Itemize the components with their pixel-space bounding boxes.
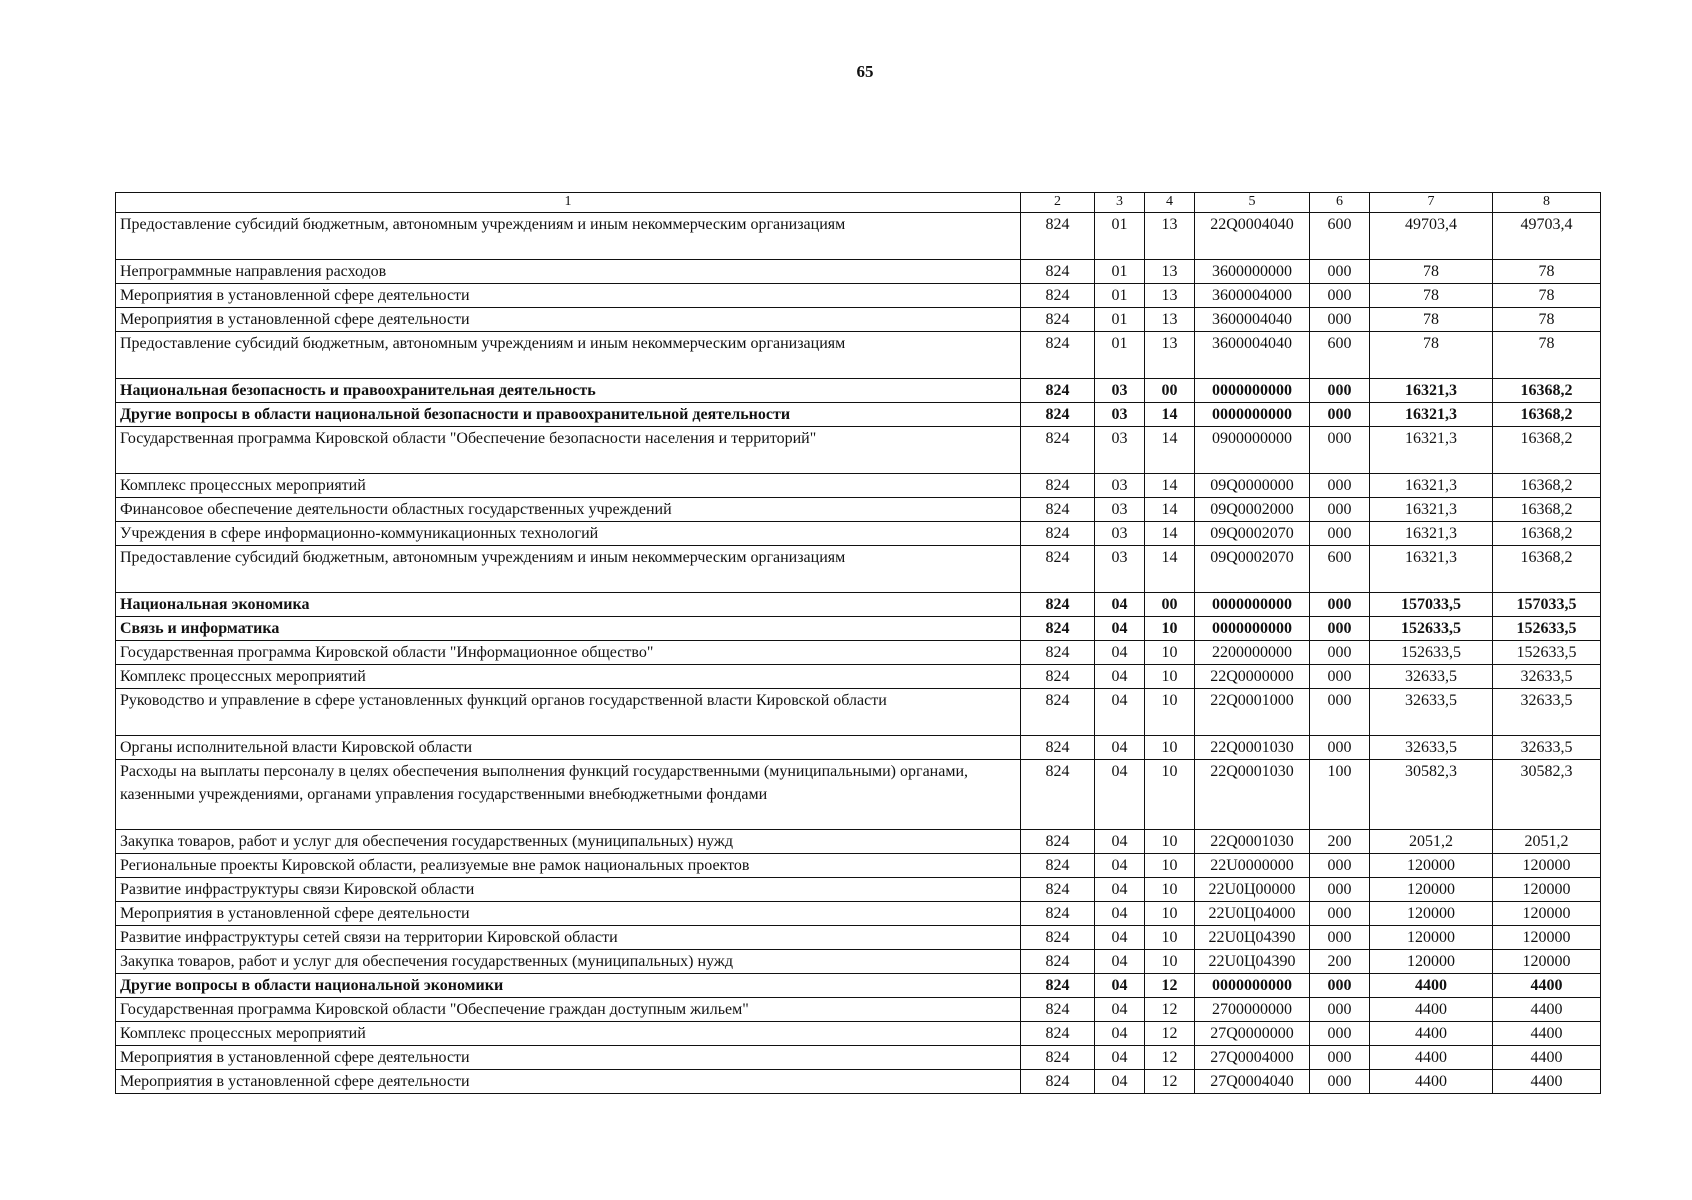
row-value-cell-4: 10: [1145, 736, 1195, 760]
row-value-cell-5: 09Q0002070: [1195, 546, 1310, 593]
row-value-cell-5: 22U0Ц04000: [1195, 902, 1310, 926]
row-value-cell-7: 16321,3: [1370, 474, 1493, 498]
row-value-cell-5: 22Q0004040: [1195, 213, 1310, 260]
row-value-cell-2: 824: [1021, 546, 1095, 593]
row-value-cell-6: 000: [1310, 998, 1370, 1022]
row-value-cell-5: 0000000000: [1195, 617, 1310, 641]
row-value-cell-3: 03: [1095, 546, 1145, 593]
table-header-row: [116, 193, 1601, 213]
row-value-cell-8: 152633,5: [1493, 617, 1601, 641]
row-value-cell-4: 10: [1145, 950, 1195, 974]
row-value-cell-5: 0900000000: [1195, 427, 1310, 474]
row-value-cell-2: 824: [1021, 830, 1095, 854]
row-value-cell-2: 824: [1021, 926, 1095, 950]
column-header-7: 7: [1370, 193, 1493, 213]
row-value-cell-3: 04: [1095, 950, 1145, 974]
row-value-cell-8: 4400: [1493, 1070, 1601, 1094]
row-value-cell-8: 120000: [1493, 926, 1601, 950]
row-value-cell-5: 27Q0004040: [1195, 1070, 1310, 1094]
row-value-cell-4: 10: [1145, 617, 1195, 641]
row-value-cell-2: 824: [1021, 403, 1095, 427]
row-value-cell-6: 000: [1310, 736, 1370, 760]
row-value-cell-5: 22Q0001030: [1195, 830, 1310, 854]
row-value-cell-6: 000: [1310, 498, 1370, 522]
row-value-cell-2: 824: [1021, 950, 1095, 974]
row-value-cell-3: 04: [1095, 1022, 1145, 1046]
row-value-cell-7: 4400: [1370, 1022, 1493, 1046]
table-body: [116, 213, 1601, 1094]
row-value-cell-4: 12: [1145, 1022, 1195, 1046]
row-value-cell-2: 824: [1021, 665, 1095, 689]
row-value-cell-4: 12: [1145, 1070, 1195, 1094]
row-value-cell-6: 000: [1310, 1022, 1370, 1046]
row-value-cell-3: 01: [1095, 308, 1145, 332]
row-name-cell: Государственная программа Кировской области "Обеспечение безопасности населения и территорий": [116, 427, 1021, 474]
row-name-cell: Региональные проекты Кировской области, реализуемые вне рамок национальных проектов: [116, 854, 1021, 878]
row-value-cell-6: 000: [1310, 260, 1370, 284]
row-value-cell-7: 30582,3: [1370, 760, 1493, 830]
row-value-cell-2: 824: [1021, 427, 1095, 474]
row-value-cell-6: 100: [1310, 760, 1370, 830]
row-value-cell-2: 824: [1021, 689, 1095, 736]
row-name-cell: Органы исполнительной власти Кировской области: [116, 736, 1021, 760]
row-value-cell-2: 824: [1021, 974, 1095, 998]
row-value-cell-8: 30582,3: [1493, 760, 1601, 830]
row-value-cell-7: 16321,3: [1370, 522, 1493, 546]
row-value-cell-2: 824: [1021, 379, 1095, 403]
table-row: [116, 830, 1601, 854]
row-value-cell-4: 14: [1145, 403, 1195, 427]
row-name-cell: Комплекс процессных мероприятий: [116, 474, 1021, 498]
row-value-cell-7: 152633,5: [1370, 617, 1493, 641]
row-value-cell-6: 000: [1310, 403, 1370, 427]
row-value-cell-6: 000: [1310, 974, 1370, 998]
row-value-cell-3: 01: [1095, 213, 1145, 260]
row-value-cell-6: 000: [1310, 854, 1370, 878]
row-value-cell-5: 09Q0000000: [1195, 474, 1310, 498]
row-value-cell-5: 2200000000: [1195, 641, 1310, 665]
row-value-cell-3: 04: [1095, 902, 1145, 926]
row-value-cell-6: 000: [1310, 926, 1370, 950]
row-value-cell-2: 824: [1021, 1022, 1095, 1046]
row-value-cell-6: 000: [1310, 878, 1370, 902]
row-value-cell-2: 824: [1021, 474, 1095, 498]
row-value-cell-6: 000: [1310, 1046, 1370, 1070]
row-value-cell-8: 2051,2: [1493, 830, 1601, 854]
row-value-cell-7: 16321,3: [1370, 427, 1493, 474]
row-value-cell-4: 12: [1145, 998, 1195, 1022]
row-name-cell: Связь и информатика: [116, 617, 1021, 641]
row-name-cell: Непрограммные направления расходов: [116, 260, 1021, 284]
row-value-cell-4: 10: [1145, 760, 1195, 830]
table-row: [116, 974, 1601, 998]
row-value-cell-2: 824: [1021, 998, 1095, 1022]
row-value-cell-7: 157033,5: [1370, 593, 1493, 617]
row-value-cell-3: 04: [1095, 998, 1145, 1022]
row-name-cell: Государственная программа Кировской области "Обеспечение граждан доступным жильем": [116, 998, 1021, 1022]
row-name-cell: Комплекс процессных мероприятий: [116, 1022, 1021, 1046]
row-value-cell-2: 824: [1021, 332, 1095, 379]
row-value-cell-5: 27Q0004000: [1195, 1046, 1310, 1070]
row-value-cell-8: 16368,2: [1493, 427, 1601, 474]
row-value-cell-3: 04: [1095, 878, 1145, 902]
row-value-cell-2: 824: [1021, 522, 1095, 546]
row-value-cell-8: 120000: [1493, 950, 1601, 974]
table-row: [116, 902, 1601, 926]
row-value-cell-2: 824: [1021, 593, 1095, 617]
row-value-cell-4: 00: [1145, 379, 1195, 403]
row-value-cell-4: 10: [1145, 854, 1195, 878]
row-value-cell-6: 000: [1310, 641, 1370, 665]
row-value-cell-6: 600: [1310, 213, 1370, 260]
row-value-cell-8: 157033,5: [1493, 593, 1601, 617]
row-value-cell-8: 16368,2: [1493, 379, 1601, 403]
row-value-cell-7: 120000: [1370, 926, 1493, 950]
column-header-1: 1: [116, 193, 1021, 213]
row-name-cell: Государственная программа Кировской области "Информационное общество": [116, 641, 1021, 665]
row-value-cell-2: 824: [1021, 213, 1095, 260]
table-row: [116, 522, 1601, 546]
row-value-cell-5: 22U0000000: [1195, 854, 1310, 878]
row-value-cell-3: 04: [1095, 641, 1145, 665]
row-value-cell-8: 120000: [1493, 878, 1601, 902]
row-value-cell-8: 16368,2: [1493, 474, 1601, 498]
row-name-cell: Закупка товаров, работ и услуг для обеспечения государственных (муниципальных) нужд: [116, 830, 1021, 854]
row-value-cell-3: 04: [1095, 1046, 1145, 1070]
row-value-cell-3: 04: [1095, 854, 1145, 878]
table-row: [116, 950, 1601, 974]
row-value-cell-3: 01: [1095, 284, 1145, 308]
row-value-cell-6: 200: [1310, 950, 1370, 974]
row-value-cell-3: 04: [1095, 1070, 1145, 1094]
row-value-cell-7: 78: [1370, 308, 1493, 332]
row-value-cell-5: 0000000000: [1195, 379, 1310, 403]
table-row: [116, 498, 1601, 522]
row-name-cell: Мероприятия в установленной сфере деятельности: [116, 902, 1021, 926]
column-header-8: 8: [1493, 193, 1601, 213]
table-row: [116, 593, 1601, 617]
table-row: [116, 760, 1601, 830]
row-value-cell-8: 32633,5: [1493, 736, 1601, 760]
row-value-cell-6: 000: [1310, 308, 1370, 332]
row-value-cell-4: 14: [1145, 546, 1195, 593]
row-name-cell: Развитие инфраструктуры связи Кировской области: [116, 878, 1021, 902]
row-value-cell-5: 22U0Ц04390: [1195, 926, 1310, 950]
row-value-cell-6: 000: [1310, 427, 1370, 474]
row-name-cell: Мероприятия в установленной сфере деятельности: [116, 1070, 1021, 1094]
table-row: [116, 998, 1601, 1022]
table-row: [116, 1070, 1601, 1094]
row-value-cell-4: 13: [1145, 332, 1195, 379]
table-row: [116, 926, 1601, 950]
row-value-cell-7: 4400: [1370, 1046, 1493, 1070]
row-name-cell: Другие вопросы в области национальной экономики: [116, 974, 1021, 998]
row-value-cell-4: 10: [1145, 641, 1195, 665]
row-name-cell: Мероприятия в установленной сфере деятельности: [116, 1046, 1021, 1070]
row-value-cell-7: 4400: [1370, 998, 1493, 1022]
row-name-cell: Руководство и управление в сфере установленных функций органов государственной власти Кировской области: [116, 689, 1021, 736]
row-value-cell-5: 22Q0000000: [1195, 665, 1310, 689]
row-name-cell: Комплекс процессных мероприятий: [116, 665, 1021, 689]
row-value-cell-3: 04: [1095, 665, 1145, 689]
row-value-cell-7: 120000: [1370, 878, 1493, 902]
row-name-cell: Национальная экономика: [116, 593, 1021, 617]
row-value-cell-4: 00: [1145, 593, 1195, 617]
table-row: [116, 308, 1601, 332]
row-value-cell-8: 16368,2: [1493, 546, 1601, 593]
row-name-cell: Предоставление субсидий бюджетным, автономным учреждениям и иным некоммерческим организациям: [116, 546, 1021, 593]
row-value-cell-8: 78: [1493, 308, 1601, 332]
row-value-cell-7: 152633,5: [1370, 641, 1493, 665]
row-value-cell-4: 10: [1145, 926, 1195, 950]
row-value-cell-8: 16368,2: [1493, 498, 1601, 522]
row-value-cell-5: 22Q0001000: [1195, 689, 1310, 736]
row-value-cell-8: 78: [1493, 284, 1601, 308]
row-value-cell-2: 824: [1021, 854, 1095, 878]
table-row: [116, 1046, 1601, 1070]
row-value-cell-6: 000: [1310, 284, 1370, 308]
row-value-cell-8: 4400: [1493, 998, 1601, 1022]
row-value-cell-3: 01: [1095, 332, 1145, 379]
row-value-cell-8: 120000: [1493, 854, 1601, 878]
row-value-cell-7: 16321,3: [1370, 498, 1493, 522]
row-value-cell-7: 78: [1370, 332, 1493, 379]
row-value-cell-7: 16321,3: [1370, 403, 1493, 427]
row-value-cell-6: 000: [1310, 617, 1370, 641]
row-value-cell-7: 16321,3: [1370, 379, 1493, 403]
row-value-cell-6: 200: [1310, 830, 1370, 854]
row-value-cell-6: 000: [1310, 689, 1370, 736]
row-value-cell-2: 824: [1021, 736, 1095, 760]
row-value-cell-3: 03: [1095, 379, 1145, 403]
row-value-cell-2: 824: [1021, 878, 1095, 902]
row-value-cell-4: 10: [1145, 830, 1195, 854]
row-value-cell-5: 27Q0000000: [1195, 1022, 1310, 1046]
row-value-cell-4: 10: [1145, 689, 1195, 736]
page-number: 65: [856, 62, 874, 81]
row-value-cell-5: 22Q0001030: [1195, 760, 1310, 830]
table-row: [116, 665, 1601, 689]
row-value-cell-8: 16368,2: [1493, 403, 1601, 427]
row-value-cell-8: 49703,4: [1493, 213, 1601, 260]
table-row: [116, 427, 1601, 474]
table-row: [116, 689, 1601, 736]
row-value-cell-4: 14: [1145, 522, 1195, 546]
row-value-cell-5: 3600004000: [1195, 284, 1310, 308]
table-row: [116, 474, 1601, 498]
row-value-cell-5: 0000000000: [1195, 974, 1310, 998]
row-value-cell-3: 03: [1095, 498, 1145, 522]
row-value-cell-8: 152633,5: [1493, 641, 1601, 665]
row-value-cell-2: 824: [1021, 308, 1095, 332]
row-value-cell-8: 4400: [1493, 974, 1601, 998]
row-value-cell-5: 3600000000: [1195, 260, 1310, 284]
row-value-cell-8: 4400: [1493, 1046, 1601, 1070]
row-value-cell-2: 824: [1021, 641, 1095, 665]
row-value-cell-3: 03: [1095, 403, 1145, 427]
row-value-cell-6: 000: [1310, 902, 1370, 926]
row-value-cell-2: 824: [1021, 284, 1095, 308]
row-value-cell-8: 16368,2: [1493, 522, 1601, 546]
row-value-cell-5: 22U0Ц04390: [1195, 950, 1310, 974]
row-value-cell-7: 120000: [1370, 854, 1493, 878]
row-value-cell-4: 13: [1145, 284, 1195, 308]
row-value-cell-2: 824: [1021, 902, 1095, 926]
row-value-cell-3: 04: [1095, 593, 1145, 617]
row-value-cell-4: 10: [1145, 902, 1195, 926]
table-row: [116, 641, 1601, 665]
column-header-2: 2: [1021, 193, 1095, 213]
row-value-cell-5: 3600004040: [1195, 308, 1310, 332]
budget-table: [115, 192, 1601, 1094]
row-value-cell-7: 2051,2: [1370, 830, 1493, 854]
row-value-cell-5: 0000000000: [1195, 403, 1310, 427]
row-value-cell-7: 120000: [1370, 950, 1493, 974]
table-row: [116, 379, 1601, 403]
row-value-cell-4: 13: [1145, 308, 1195, 332]
row-value-cell-6: 600: [1310, 332, 1370, 379]
table-row: [116, 213, 1601, 260]
row-value-cell-5: 09Q0002000: [1195, 498, 1310, 522]
table-row: [116, 546, 1601, 593]
row-value-cell-6: 000: [1310, 593, 1370, 617]
row-value-cell-3: 04: [1095, 974, 1145, 998]
row-value-cell-4: 14: [1145, 498, 1195, 522]
row-value-cell-4: 13: [1145, 213, 1195, 260]
row-value-cell-6: 600: [1310, 546, 1370, 593]
row-name-cell: Закупка товаров, работ и услуг для обеспечения государственных (муниципальных) нужд: [116, 950, 1021, 974]
row-value-cell-4: 13: [1145, 260, 1195, 284]
row-value-cell-5: 2700000000: [1195, 998, 1310, 1022]
row-value-cell-6: 000: [1310, 379, 1370, 403]
row-value-cell-7: 32633,5: [1370, 689, 1493, 736]
row-value-cell-7: 78: [1370, 260, 1493, 284]
row-value-cell-7: 32633,5: [1370, 736, 1493, 760]
table-row: [116, 284, 1601, 308]
row-value-cell-7: 49703,4: [1370, 213, 1493, 260]
column-header-6: 6: [1310, 193, 1370, 213]
table-row: [116, 878, 1601, 902]
row-value-cell-2: 824: [1021, 1046, 1095, 1070]
row-value-cell-3: 04: [1095, 736, 1145, 760]
row-value-cell-2: 824: [1021, 498, 1095, 522]
row-name-cell: Финансовое обеспечение деятельности областных государственных учреждений: [116, 498, 1021, 522]
row-value-cell-7: 16321,3: [1370, 546, 1493, 593]
row-value-cell-3: 03: [1095, 427, 1145, 474]
table-row: [116, 403, 1601, 427]
row-value-cell-7: 32633,5: [1370, 665, 1493, 689]
row-value-cell-8: 120000: [1493, 902, 1601, 926]
row-value-cell-8: 4400: [1493, 1022, 1601, 1046]
row-value-cell-4: 14: [1145, 474, 1195, 498]
row-value-cell-2: 824: [1021, 617, 1095, 641]
row-value-cell-4: 14: [1145, 427, 1195, 474]
row-value-cell-7: 4400: [1370, 1070, 1493, 1094]
row-value-cell-3: 01: [1095, 260, 1145, 284]
row-name-cell: Развитие инфраструктуры сетей связи на территории Кировской области: [116, 926, 1021, 950]
table-row: [116, 736, 1601, 760]
row-value-cell-2: 824: [1021, 1070, 1095, 1094]
column-header-5: 5: [1195, 193, 1310, 213]
row-value-cell-5: 3600004040: [1195, 332, 1310, 379]
row-value-cell-7: 120000: [1370, 902, 1493, 926]
row-value-cell-8: 78: [1493, 260, 1601, 284]
row-value-cell-2: 824: [1021, 760, 1095, 830]
row-value-cell-3: 04: [1095, 830, 1145, 854]
row-value-cell-4: 12: [1145, 974, 1195, 998]
row-value-cell-5: 09Q0002070: [1195, 522, 1310, 546]
row-value-cell-3: 04: [1095, 617, 1145, 641]
table-row: [116, 332, 1601, 379]
row-value-cell-6: 000: [1310, 665, 1370, 689]
row-value-cell-4: 10: [1145, 878, 1195, 902]
row-name-cell: Мероприятия в установленной сфере деятельности: [116, 308, 1021, 332]
table-row: [116, 854, 1601, 878]
row-value-cell-5: 22Q0001030: [1195, 736, 1310, 760]
row-value-cell-6: 000: [1310, 522, 1370, 546]
row-value-cell-5: 22U0Ц00000: [1195, 878, 1310, 902]
row-value-cell-3: 04: [1095, 689, 1145, 736]
row-value-cell-8: 78: [1493, 332, 1601, 379]
row-value-cell-7: 4400: [1370, 974, 1493, 998]
row-value-cell-4: 10: [1145, 665, 1195, 689]
row-value-cell-5: 0000000000: [1195, 593, 1310, 617]
row-value-cell-3: 04: [1095, 926, 1145, 950]
row-name-cell: Другие вопросы в области национальной безопасности и правоохранительной деятельности: [116, 403, 1021, 427]
row-name-cell: Учреждения в сфере информационно-коммуникационных технологий: [116, 522, 1021, 546]
table-row: [116, 617, 1601, 641]
row-value-cell-8: 32633,5: [1493, 689, 1601, 736]
row-value-cell-3: 04: [1095, 760, 1145, 830]
row-value-cell-4: 12: [1145, 1046, 1195, 1070]
row-value-cell-2: 824: [1021, 260, 1095, 284]
table-row: [116, 260, 1601, 284]
row-value-cell-6: 000: [1310, 474, 1370, 498]
column-header-4: 4: [1145, 193, 1195, 213]
row-name-cell: Мероприятия в установленной сфере деятельности: [116, 284, 1021, 308]
row-value-cell-6: 000: [1310, 1070, 1370, 1094]
row-name-cell: Предоставление субсидий бюджетным, автономным учреждениям и иным некоммерческим организациям: [116, 332, 1021, 379]
row-name-cell: Национальная безопасность и правоохранительная деятельность: [116, 379, 1021, 403]
row-value-cell-3: 03: [1095, 522, 1145, 546]
row-name-cell: Расходы на выплаты персоналу в целях обеспечения выполнения функций государственными (муниципальными) органами, казенными учреждениями, органами управления государственными внебюджетными фондами: [116, 760, 1021, 830]
column-header-3: 3: [1095, 193, 1145, 213]
table-row: [116, 1022, 1601, 1046]
row-value-cell-3: 03: [1095, 474, 1145, 498]
row-name-cell: Предоставление субсидий бюджетным, автономным учреждениям и иным некоммерческим организациям: [116, 213, 1021, 260]
row-value-cell-7: 78: [1370, 284, 1493, 308]
row-value-cell-8: 32633,5: [1493, 665, 1601, 689]
